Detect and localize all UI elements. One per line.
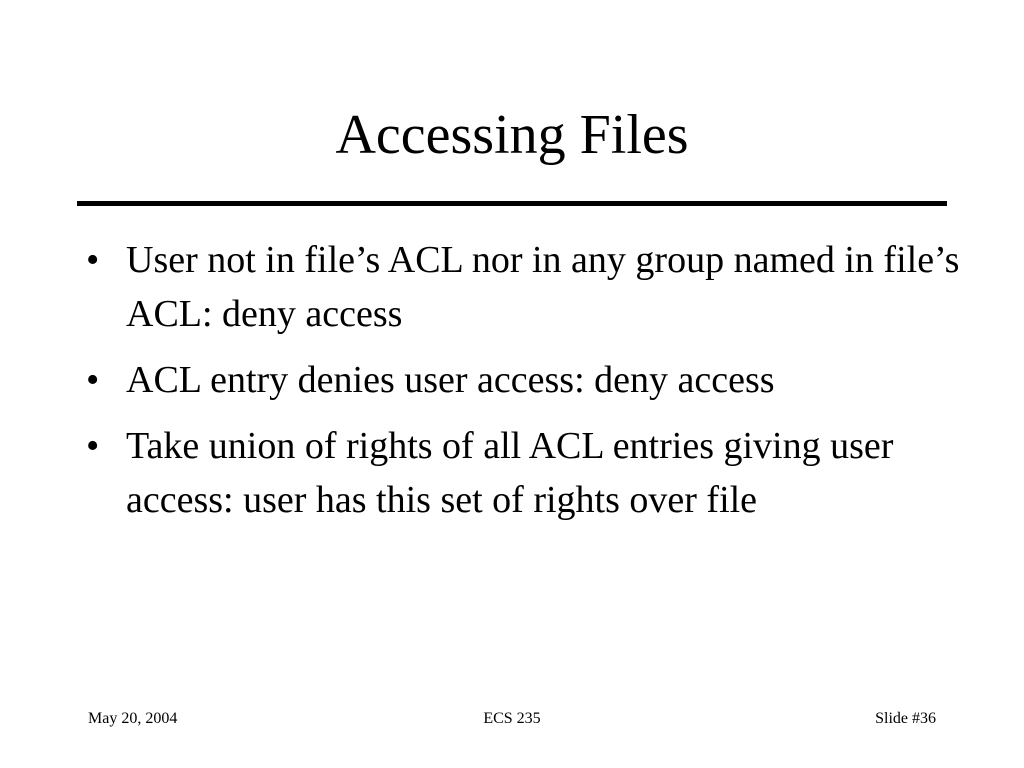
bullet-marker: • xyxy=(86,359,100,401)
bullet-text: Take union of rights of all ACL entries giving user access: user has this set of rights over file xyxy=(126,425,894,521)
title-divider xyxy=(77,201,947,206)
bullet-marker: • xyxy=(86,425,100,467)
bullet-text: ACL entry denies user access: deny access xyxy=(126,359,775,401)
footer-date: May 20, 2004 xyxy=(88,710,178,727)
bullet-item xyxy=(84,233,964,341)
bullet-text: User not in file’s ACL nor in any group named in file’s ACL: deny access xyxy=(126,239,960,335)
bullet-item xyxy=(84,419,964,527)
footer-slide-number: Slide #36 xyxy=(875,710,936,727)
footer-course: ECS 235 xyxy=(483,710,541,727)
bullet-list xyxy=(84,233,964,539)
bullet-marker: • xyxy=(86,239,100,281)
bullet-item xyxy=(84,353,964,407)
slide-title: Accessing Files xyxy=(335,104,689,166)
